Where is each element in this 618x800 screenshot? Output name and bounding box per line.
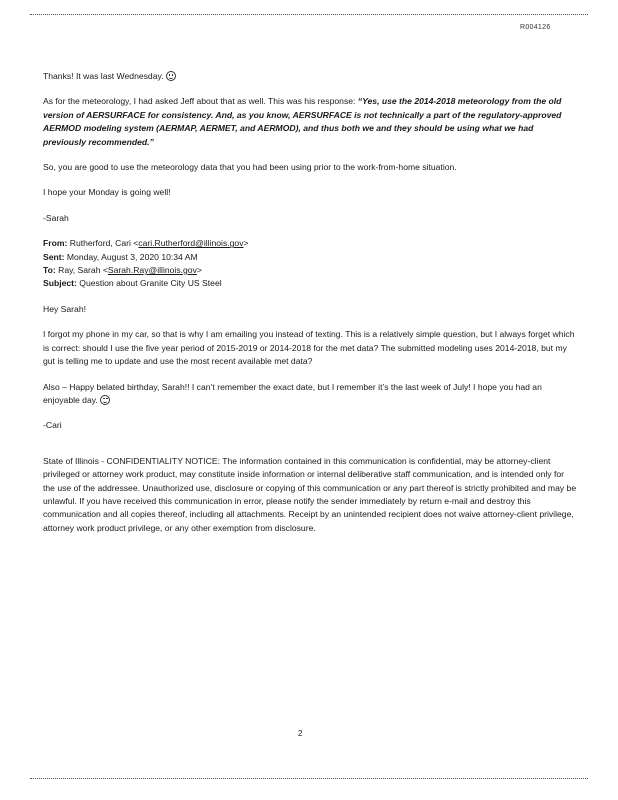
thanks-line [43,70,578,83]
to-email-link[interactable]: Sarah.Ray@illinois.gov [107,265,197,276]
from-email-link[interactable]: cari.Rutherford@illinois.gov [138,238,244,249]
sent-label: Sent: [43,251,65,262]
from-name: Rutherford, Cari < [69,238,139,249]
from-label: From: [43,238,68,249]
smiley-icon [166,71,176,81]
email-body [43,70,578,547]
jeff-response-quote: “Yes, use the 2014-2018 meteorology from the old version of AERSURFACE for consistency. And, as you know, AERSURFACE is not technically a part of the regulatory-approved AERMOD modeling system (AERMAP, AERMET, and AERMOD), and thus both we and they should be using what we had previously recommended.” [43,96,562,147]
forwarded-header [43,237,578,291]
sarah-signoff: -Sarah [43,212,69,223]
sent-line [43,251,578,264]
cari-signoff: -Cari [43,420,62,431]
original-greeting: Hey Sarah! [43,303,86,314]
confidentiality-notice: State of Illinois - CONFIDENTIALITY NOTICE: The information contained in this communication is confidential, may be attorney-client privileged or attorney work product, may constitute inside information or internal deliberative staff communication, and is intended only for the use of the addressee. Unauthorized use, disclosure or copying of this communication or any part thereof is strictly prohibited and may be unlawful. If you have received this communication in error, please notify the sender immediately by return e-mail and destroy this communication and all copies thereof, including all attachments. Receipt by an unintended recipient does not waive attorney-client privilege, attorney work product privilege, or any other exemption from disclosure. [43,455,577,533]
birthday-text: Also – Happy belated birthday, Sarah!! I can’t remember the exact date, but I remember it’s the last week of July! I hope you had an enjoyable day. [43,381,542,405]
from-close: > [243,238,249,249]
subject-label: Subject: [43,278,77,289]
monday-line: I hope your Monday is going well! [43,187,171,198]
smiley-icon [100,395,110,405]
from-line [43,237,578,250]
subject-value: Question about Granite City US Steel [79,278,222,289]
sent-value: Monday, August 3, 2020 10:34 AM [66,251,198,262]
to-label: To: [43,265,56,276]
thanks-text: Thanks! It was last Wednesday. [43,71,164,81]
birthday-paragraph [43,381,578,408]
page-number: 2 [298,729,303,738]
to-name: Ray, Sarah < [58,265,108,276]
original-question-paragraph: I forgot my phone in my car, so that is why I am emailing you instead of texting. This is a relatively simple question, but I always forget which is correct: should I use the five year period of 2015-2019 or 2014-2018 for the met data? The submitted modeling uses 2014-2018, but my gut is telling me to update and use the most recent available met data? [43,329,575,367]
meteorology-intro: As for the meteorology, I had asked Jeff about that as well. This was his response: [43,96,358,107]
subject-line [43,277,578,290]
good-to-use-paragraph: So, you are good to use the meteorology data that you had been using prior to the work-from-home situation. [43,162,457,173]
top-scan-border [30,14,588,15]
bates-number: R004126 [520,24,551,31]
meteorology-paragraph [43,95,578,149]
bottom-scan-border [30,778,588,779]
to-line [43,264,578,277]
to-close: > [196,265,202,276]
